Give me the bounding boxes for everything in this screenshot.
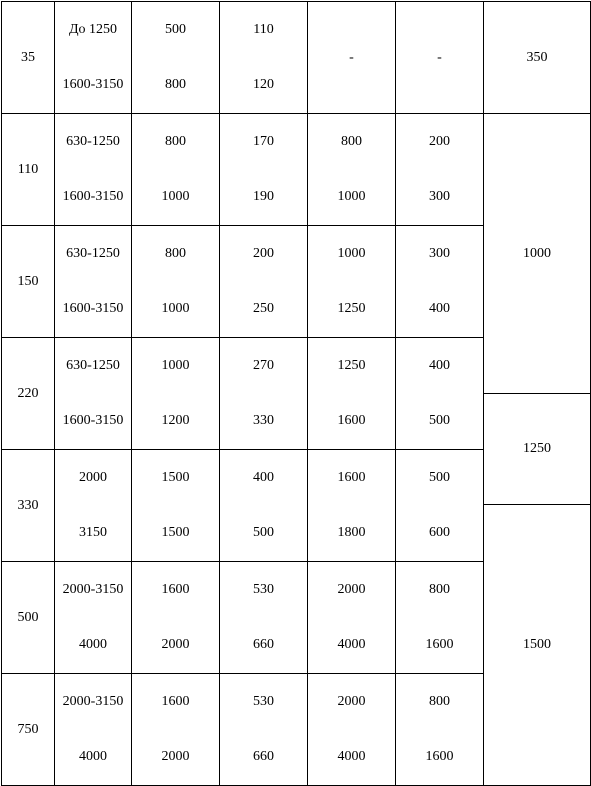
value-cell: 1600 1800 [308, 450, 396, 562]
value-cell: 2000 4000 [308, 674, 396, 786]
value-cell: - [308, 2, 396, 114]
value-cell: 110 120 [220, 2, 308, 114]
table-row [2, 114, 591, 226]
value-cell: 800 1000 [308, 114, 396, 226]
spec-table [1, 1, 591, 786]
value-cell: 1500 1500 [132, 450, 220, 562]
value-cell: 800 1000 [132, 114, 220, 226]
last-column-cell: 1000 [484, 114, 591, 394]
value-cell: 500 600 [396, 450, 484, 562]
range-cell: 630-1250 1600-3150 [55, 226, 132, 338]
last-column-cell: 1500 [484, 505, 591, 786]
range-cell: 630-1250 1600-3150 [55, 338, 132, 450]
value-cell: 500 800 [132, 2, 220, 114]
value-cell: 800 1000 [132, 226, 220, 338]
range-cell: 2000-3150 4000 [55, 674, 132, 786]
voltage-cell: 110 [2, 114, 55, 226]
value-cell: 1600 2000 [132, 674, 220, 786]
value-cell: 170 190 [220, 114, 308, 226]
value-cell: 300 400 [396, 226, 484, 338]
value-cell: 200 250 [220, 226, 308, 338]
voltage-cell: 330 [2, 450, 55, 562]
range-cell: До 1250 1600-3150 [55, 2, 132, 114]
value-cell: 1000 1250 [308, 226, 396, 338]
voltage-cell: 500 [2, 562, 55, 674]
value-cell: 2000 4000 [308, 562, 396, 674]
voltage-cell: 220 [2, 338, 55, 450]
range-cell: 2000-3150 4000 [55, 562, 132, 674]
value-cell: 800 1600 [396, 562, 484, 674]
last-column-cell: 1250 [484, 394, 591, 505]
value-cell: 400 500 [396, 338, 484, 450]
value-cell: 530 660 [220, 674, 308, 786]
value-cell: 1000 1200 [132, 338, 220, 450]
value-cell: 1250 1600 [308, 338, 396, 450]
range-cell: 630-1250 1600-3150 [55, 114, 132, 226]
value-cell: 270 330 [220, 338, 308, 450]
range-cell: 2000 3150 [55, 450, 132, 562]
value-cell: 530 660 [220, 562, 308, 674]
voltage-cell: 35 [2, 2, 55, 114]
value-cell: 400 500 [220, 450, 308, 562]
value-cell: 800 1600 [396, 674, 484, 786]
table-row [2, 2, 591, 114]
value-cell: 1600 2000 [132, 562, 220, 674]
value-cell: - [396, 2, 484, 114]
voltage-cell: 150 [2, 226, 55, 338]
value-cell: 200 300 [396, 114, 484, 226]
last-column-cell: 350 [484, 2, 591, 114]
voltage-cell: 750 [2, 674, 55, 786]
